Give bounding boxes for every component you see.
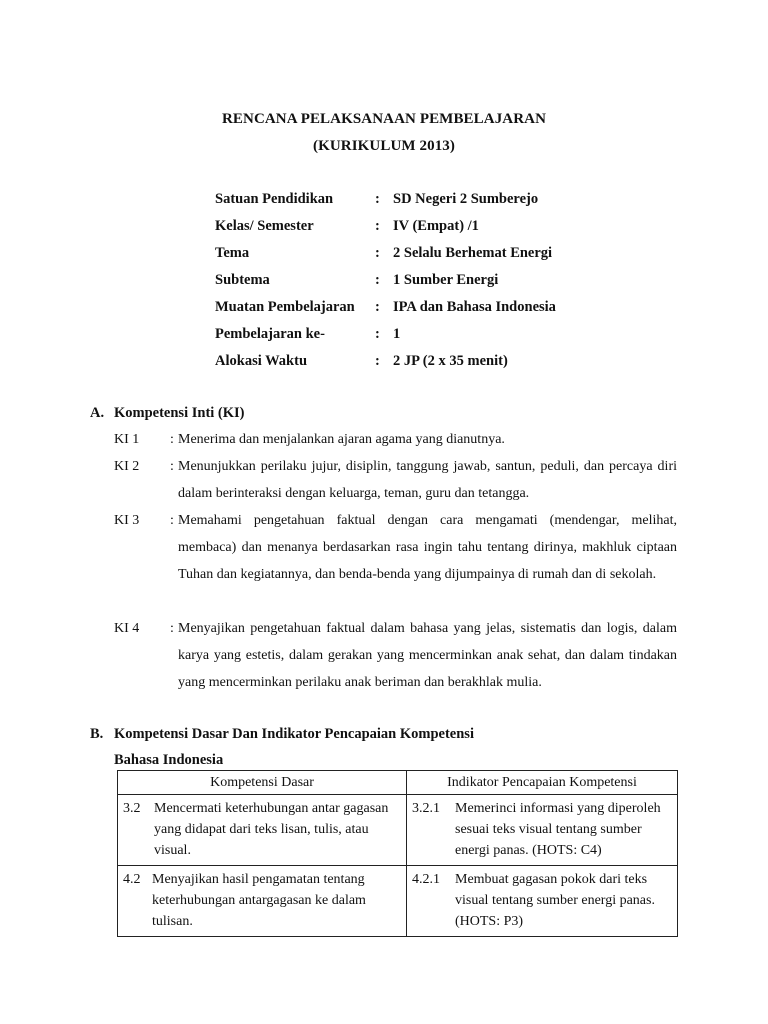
indicator-cell bbox=[407, 866, 678, 937]
info-value: 1 bbox=[393, 326, 401, 342]
info-colon: : bbox=[375, 299, 380, 315]
document-subtitle: (KURIKULUM 2013) bbox=[312, 138, 455, 154]
ki-colon: : bbox=[170, 459, 174, 474]
info-colon: : bbox=[375, 218, 380, 234]
ki-code: KI 1 bbox=[114, 432, 140, 447]
ki-code: KI 3 bbox=[114, 513, 140, 528]
indicator-number: 4.2.1 bbox=[412, 872, 440, 887]
info-value: SD Negeri 2 Sumberejo bbox=[393, 191, 539, 207]
info-value: IPA dan Bahasa Indonesia bbox=[393, 299, 556, 315]
info-colon: : bbox=[375, 326, 380, 342]
kd-text: Mencermati keterhubungan antar gagasan yang didapat dari teks lisan, tulis, atau visual. bbox=[154, 801, 389, 858]
kd-number: 3.2 bbox=[123, 801, 141, 816]
info-colon: : bbox=[375, 245, 380, 261]
indicator-text: Memerinci informasi yang diperoleh sesuai teks visual tentang sumber energi panas. (HOTS: C4) bbox=[455, 801, 661, 858]
kd-indicator-table bbox=[117, 770, 678, 937]
ki-colon: : bbox=[170, 513, 174, 528]
table-row bbox=[118, 866, 678, 937]
ki-code: KI 4 bbox=[114, 621, 140, 636]
ki-text: Menyajikan pengetahuan faktual dalam bahasa yang jelas, sistematis dan logis, dalam karya yang estetis, dalam gerakan yang mencerminkan anak sehat, dan dalam tindakan yang mencerminkan perilaku anak beriman dan berakhlak mulia. bbox=[178, 621, 677, 690]
section-letter: B. bbox=[90, 726, 104, 742]
info-colon: : bbox=[375, 353, 380, 369]
table-row bbox=[118, 795, 678, 866]
info-colon: : bbox=[375, 191, 380, 207]
kd-text: Menyajikan hasil pengamatan tentang keterhubungan antargagasan ke dalam tulisan. bbox=[152, 872, 366, 929]
kd-cell bbox=[118, 866, 407, 937]
table-header-row bbox=[118, 771, 678, 795]
ki-colon: : bbox=[170, 432, 174, 447]
kd-cell bbox=[118, 795, 407, 866]
table-header-indicator: Indikator Pencapaian Kompetensi bbox=[407, 771, 678, 795]
info-label: Kelas/ Semester bbox=[215, 218, 314, 234]
info-label: Pembelajaran ke- bbox=[215, 326, 325, 342]
ki-code: KI 2 bbox=[114, 459, 140, 474]
info-value: IV (Empat) /1 bbox=[393, 218, 479, 234]
indicator-number: 3.2.1 bbox=[412, 801, 440, 816]
info-colon: : bbox=[375, 272, 380, 288]
info-label: Muatan Pembelajaran bbox=[215, 299, 355, 315]
section-title: Kompetensi Inti (KI) bbox=[114, 405, 245, 421]
info-value: 2 Selalu Berhemat Energi bbox=[393, 245, 553, 261]
table-header-kd: Kompetensi Dasar bbox=[118, 771, 407, 795]
info-value: 1 Sumber Energi bbox=[393, 272, 499, 288]
kd-number: 4.2 bbox=[123, 872, 141, 887]
ki-text: Memahami pengetahuan faktual dengan cara mengamati (mendengar, melihat, membaca) dan menanya berdasarkan rasa ingin tahu tentang dirinya, makhluk ciptaan Tuhan dan kegiatannya, dan benda-benda yang dijumpainya di rumah dan di sekolah. bbox=[178, 513, 677, 582]
ki-colon: : bbox=[170, 621, 174, 636]
info-label: Satuan Pendidikan bbox=[215, 191, 334, 207]
section-letter: A. bbox=[90, 405, 105, 421]
document-title: RENCANA PELAKSANAAN PEMBELAJARAN bbox=[221, 111, 547, 127]
info-label: Subtema bbox=[215, 272, 270, 288]
subject-heading: Bahasa Indonesia bbox=[114, 752, 224, 768]
ki-text: Menunjukkan perilaku jujur, disiplin, tanggung jawab, santun, peduli, dan percaya diri dalam berinteraksi dengan keluarga, teman, guru dan tetangga. bbox=[178, 459, 677, 501]
info-value: 2 JP (2 x 35 menit) bbox=[393, 353, 508, 369]
info-label: Tema bbox=[215, 245, 250, 261]
indicator-cell bbox=[407, 795, 678, 866]
ki-text: Menerima dan menjalankan ajaran agama yang dianutnya. bbox=[178, 432, 505, 447]
section-title: Kompetensi Dasar Dan Indikator Pencapaian Kompetensi bbox=[114, 726, 474, 742]
indicator-text: Membuat gagasan pokok dari teks visual tentang sumber energi panas. (HOTS: P3) bbox=[455, 872, 655, 929]
info-label: Alokasi Waktu bbox=[215, 353, 308, 369]
